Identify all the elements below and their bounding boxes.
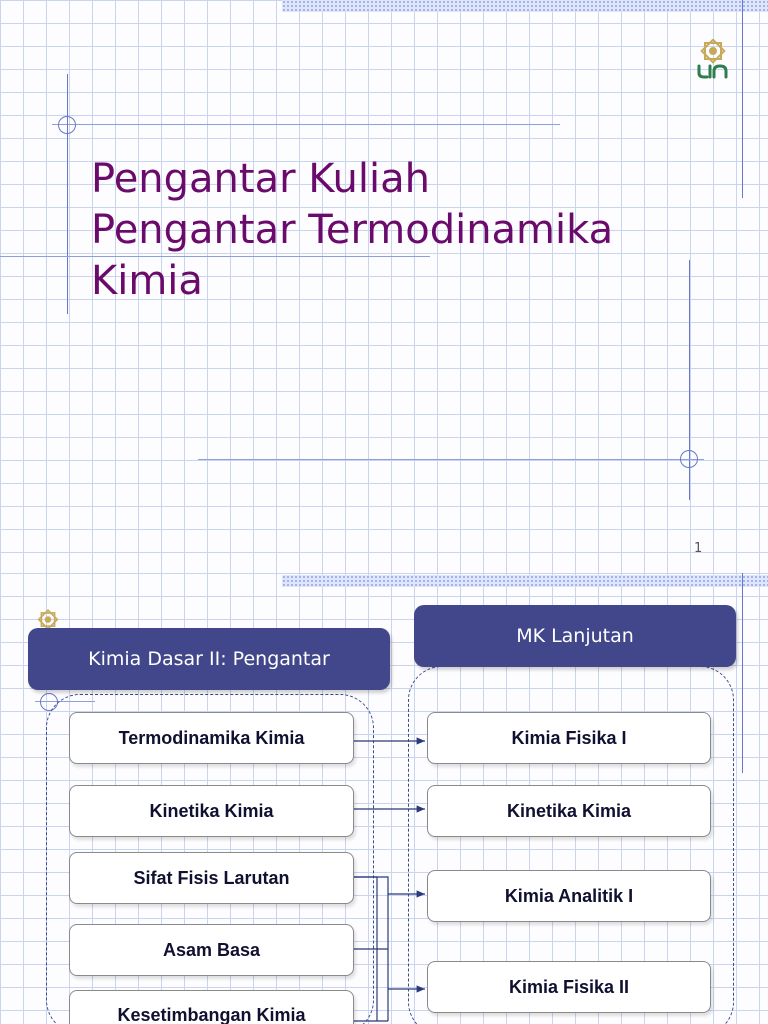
right-item-fisika-2: Kimia Fisika II: [427, 961, 711, 1013]
decor-line: [67, 74, 68, 314]
right-header: MK Lanjutan: [414, 605, 736, 667]
title-line-3: Kimia: [91, 258, 203, 304]
slide-2: [0, 573, 768, 1024]
decor-line: [52, 124, 560, 125]
decor-ring: [58, 116, 76, 134]
left-item-termodinamika: Termodinamika Kimia: [69, 712, 354, 764]
left-item-kinetika: Kinetika Kimia: [69, 785, 354, 837]
left-header: Kimia Dasar II: Pengantar: [28, 628, 390, 690]
slide-title: [91, 154, 613, 307]
right-item-kinetika: Kinetika Kimia: [427, 785, 711, 837]
left-item-sifat-fisis: Sifat Fisis Larutan: [69, 852, 354, 904]
top-dotted-band: [282, 0, 768, 12]
decor-line: [198, 459, 704, 460]
right-item-fisika-1: Kimia Fisika I: [427, 712, 711, 764]
title-line-1: Pengantar Kuliah: [91, 156, 430, 202]
decor-ring: [680, 450, 698, 468]
left-item-asam-basa: Asam Basa: [69, 924, 354, 976]
title-line-2: Pengantar Termodinamika: [91, 207, 614, 253]
right-item-analitik-1: Kimia Analitik I: [427, 870, 711, 922]
left-item-kesetimbangan: Kesetimbangan Kimia: [69, 990, 354, 1024]
university-logo-icon: [696, 39, 730, 79]
decor-line: [742, 0, 743, 198]
page-number: 1: [694, 541, 703, 556]
